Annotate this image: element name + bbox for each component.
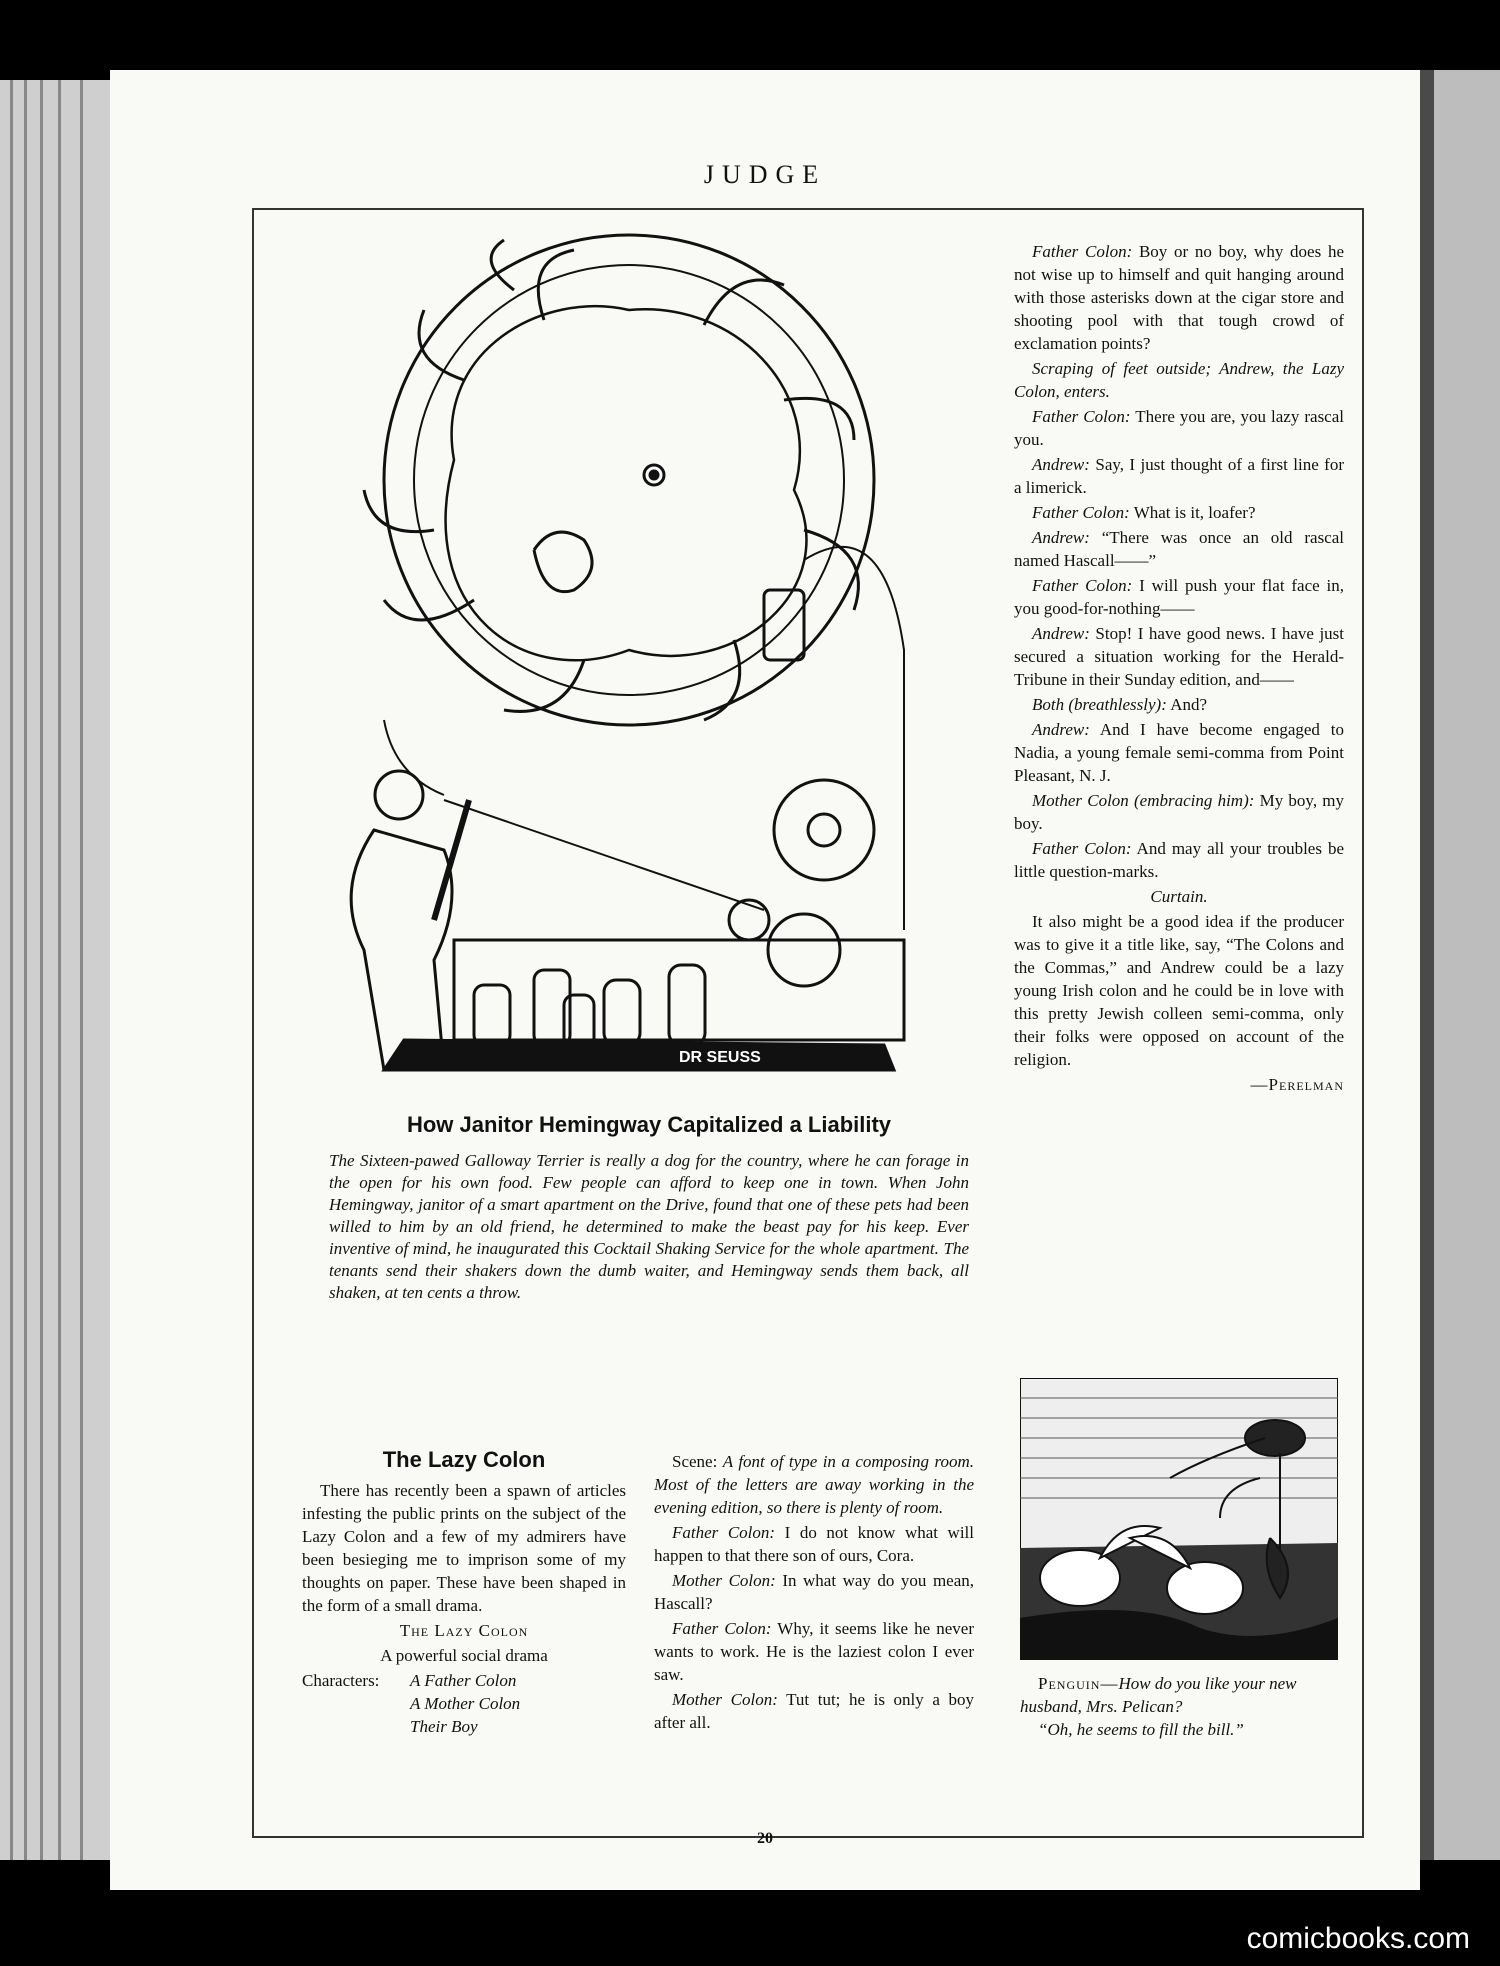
- closing-paragraph: It also might be a good idea if the producer was to give it a title like, say, “The Colons and the Commas,” and Andrew could be a lazy young Irish colon and he could be in love with this pretty Jewish colleen semi-comma, only their folks were opposed on account of the religion.: [1014, 912, 1344, 1069]
- site-watermark: comicbooks.com: [1246, 1922, 1470, 1955]
- dialogue-line: Andrew: Stop! I have good news. I have just secured a situation working for the Herald-Tribune in their Sunday edition, and——: [1014, 624, 1345, 689]
- dialogue-line: Father Colon: There you are, you lazy rascal you.: [1014, 407, 1344, 449]
- characters-row: [302, 1669, 626, 1692]
- dialogue-line: Scene: A font of type in a composing room. Most of the letters are away working in the evening edition, so there is plenty of room.: [654, 1452, 974, 1517]
- dialogue-line: Father Colon: I will push your flat face in, you good-for-nothing——: [1014, 576, 1344, 618]
- characters-row: [302, 1692, 626, 1715]
- caption-line-1: How do you like your new husband, Mrs. Pelican?: [1020, 1674, 1297, 1716]
- dialogue-line: Father Colon: And may all your troubles be little question-marks.: [1014, 839, 1345, 881]
- caption-line-2: “Oh, he seems to fill the bill.”: [1038, 1720, 1244, 1739]
- article-column-3: [1014, 240, 1344, 1096]
- dialogue-line: Father Colon: What is it, loafer?: [1032, 503, 1256, 522]
- caption-speaker: Penguin—: [1038, 1674, 1119, 1693]
- content-frame: [252, 208, 1364, 1838]
- dialogue-line: Father Colon: I do not know what will happen to that there son of ours, Cora.: [654, 1523, 975, 1565]
- dialogue-line: Both (breathlessly): And?: [1032, 695, 1208, 714]
- dialogue-line: Andrew: “There was once an old rascal named Hascall——”: [1014, 528, 1344, 570]
- characters-label: Characters:: [302, 1671, 380, 1690]
- pelican-flamingo-drawing: [1020, 1378, 1338, 1660]
- play-title: The Lazy Colon: [399, 1621, 529, 1640]
- pelican-cartoon-caption: [1020, 1672, 1338, 1741]
- cartoon-illustration: [284, 230, 974, 1100]
- dialogue-line: Mother Colon: Tut tut; he is only a boy after all.: [654, 1690, 974, 1732]
- magazine-title: JUDGE: [703, 160, 827, 189]
- article-title: The Lazy Colon: [382, 1447, 546, 1472]
- feature-caption: The Sixteen-pawed Galloway Terrier is really a dog for the country, where he can forage in the open for his own food. Few people can afford to keep one in town. When John Hemingway, janitor of a smart apartment on the Drive, found that one of these pets had been willed to him by an old friend, he determined to make the beast pay for his keep. Ever inventive of mind, he inaugurated this Cocktail Shaking Service for the whole apartment. The tenants send their shakers down the dumb waiter, and Hemingway sends them back, all shaken, at ten cents a throw.: [329, 1151, 969, 1302]
- play-subtitle: A powerful social drama: [380, 1646, 548, 1665]
- character-2: A Mother Colon: [410, 1694, 521, 1713]
- author-signature: —Perelman: [1250, 1075, 1344, 1094]
- pelican-cartoon: [1020, 1378, 1338, 1660]
- article-column-2: [654, 1450, 974, 1736]
- cocktail-shaker-dog-drawing: [284, 230, 974, 1100]
- character-3: Their Boy: [410, 1717, 478, 1736]
- dialogue-line: Mother Colon: In what way do you mean, Hascall?: [654, 1571, 975, 1613]
- curtain-line: Curtain.: [1150, 887, 1208, 906]
- character-1: A Father Colon: [410, 1671, 517, 1690]
- dialogue-line: Father Colon: Why, it seems like he never wants to work. He is the laziest colon I ever saw.: [654, 1619, 974, 1684]
- page-number: 20: [757, 1830, 773, 1847]
- dialogue-line: Father Colon: Boy or no boy, why does he not wise up to himself and quit hanging around with those asterisks down at the cigar store and shooting pool with that tough crowd of exclamation points?: [1014, 242, 1344, 353]
- stage-direction: Scraping of feet outside; Andrew, the Lazy Colon, enters.: [1014, 359, 1344, 401]
- magazine-page: [110, 70, 1420, 1890]
- dialogue-line: Andrew: And I have become engaged to Nadia, a young female semi-comma from Point Pleasant, N. J.: [1014, 720, 1345, 785]
- article-column-1: [302, 1448, 626, 1738]
- illustration-signature: DR SEUSS: [679, 1049, 761, 1066]
- book-edge-right: [1420, 70, 1500, 1860]
- article-intro: There has recently been a spawn of articles infesting the public prints on the subject of the Lazy Colon and a few of my admirers have been besieging me to imprison some of my thoughts on paper. These have been shaped in the form of a small drama.: [302, 1481, 626, 1615]
- feature-title: How Janitor Hemingway Capitalized a Liability: [406, 1112, 892, 1137]
- dialogue-line: Andrew: Say, I just thought of a first line for a limerick.: [1014, 455, 1344, 497]
- characters-row: [302, 1715, 626, 1738]
- book-edge-left: [0, 80, 110, 1860]
- dialogue-line: Mother Colon (embracing him): My boy, my boy.: [1014, 791, 1344, 833]
